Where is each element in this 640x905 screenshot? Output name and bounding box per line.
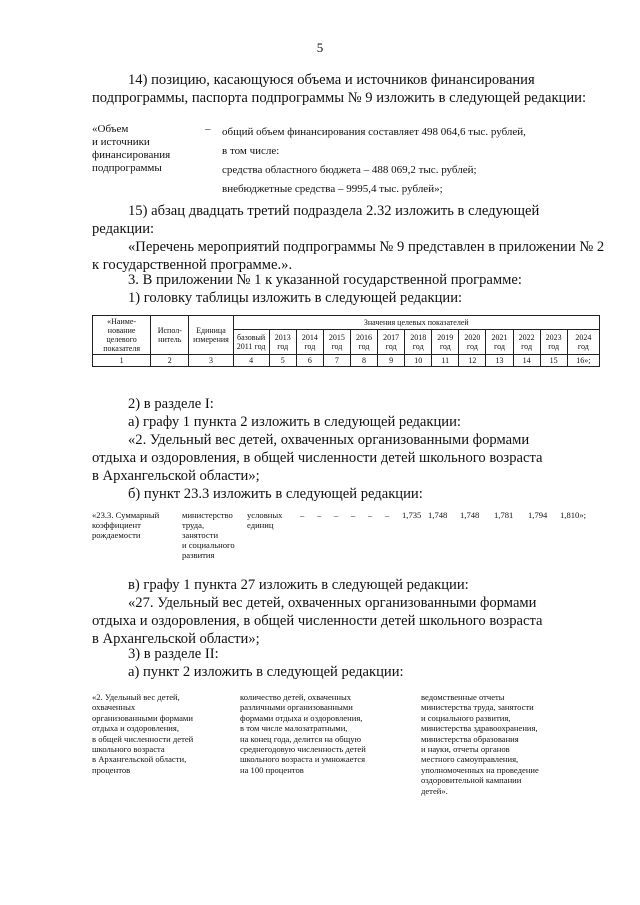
item15-quote1: «Перечень мероприятий подпрограммы № 9 представлен в приложении № 2 [128,239,605,255]
row2-line: процентов [92,764,131,775]
row233-dash: – [334,510,339,520]
row233-executor: министерство труда, занятости и социального развития [182,510,235,560]
page-number: 5 [316,40,324,55]
header-col-name: «Наиме- нование целевого показателя [93,316,151,355]
row2-line: отдыха и оздоровления, [92,723,180,734]
row233-value: 1,810»; [560,510,587,520]
row2-method [240,692,405,775]
header-col-number: 4 [233,355,269,367]
row2-name [92,692,232,775]
row233-unit: условных единиц [247,510,283,530]
row2-line: министерства труда, занятости [421,702,534,713]
section1b-quote-line1: «27. Удельный вес детей, охваченных организованными формами [128,595,537,611]
row2-line: уполномоченных на проведение [421,764,539,775]
header-col-number: 2 [151,355,189,367]
row2-line: формами отдыха и оздоровления, [240,712,363,723]
row2-line: на 100 процентов [240,764,304,775]
header-col-unit: Единица измерения [189,316,233,355]
header-year-2021: 2021 год [486,330,513,355]
header-col-number: 9 [378,355,405,367]
passport-values: общий объем финансирования составляет 498 064,6 тыс. рублей, в том числе: средства областного бюджета – 488 069,2 тыс. рублей; внебюджетные средства – 9995,4 тыс. рублей»; [222,126,526,195]
row2-line: среднегодовую численность детей [240,744,366,755]
row233-name: «23.3. Суммарный коэффициент рождаемости [92,510,160,540]
section1b-quote-line2: отдыха и оздоровления, в общей численности детей школьного возраста [92,613,543,629]
header-year-2017: 2017 год [378,330,405,355]
row233-value: 1,735 [402,510,422,520]
section1-item-a: а) графу 1 пункта 2 изложить в следующей редакции: [128,414,461,430]
row2-line: и науки, отчеты органов [421,744,510,755]
header-col-number: 7 [323,355,350,367]
item14-line1: 14) позицию, касающуюся объема и источников финансирования [128,72,535,88]
row233-dash: – [317,510,322,520]
row2-line: местного самоуправления, [421,754,519,765]
row2-line: детей». [421,785,448,796]
header-year-2022: 2022 год [513,330,540,355]
section3-heading: 3. В приложении № 1 к указанной государственной программе: [128,272,522,288]
section2-item-a: а) пункт 2 изложить в следующей редакции: [128,664,404,680]
section1-quote-line2: отдыха и оздоровления, в общей численности детей школьного возраста [92,450,543,466]
item15-line1: 15) абзац двадцать третий подраздела 2.32 изложить в следующей [128,203,540,219]
row2-line: министерства здравоохранения, [421,723,538,734]
row233-dash: – [385,510,390,520]
item15-line2: редакции: [92,221,155,237]
row233-value: 1,794 [528,510,548,520]
row2-line: школьного возраста [92,744,165,755]
header-year-2020: 2020 год [459,330,486,355]
row2-line: охваченных [92,702,136,713]
header-year-2019: 2019 год [432,330,459,355]
header-year-2024: 2024 год [567,330,599,355]
row233-value: 1,781 [494,510,514,520]
header-col-number: 8 [350,355,377,367]
row233-dash: – [368,510,373,520]
row2-line: различными организованными [240,702,353,713]
passport-dash: – [205,123,211,135]
header-year-2013: 2013 год [269,330,296,355]
row2-line: в том числе малозатратными, [240,723,348,734]
row2-source [421,692,596,796]
header-col-number: 11 [432,355,459,367]
header-year-2016: 2016 год [350,330,377,355]
header-col-executor: Испол- нитель [151,316,189,355]
row233-dash: – [351,510,356,520]
header-col-number: 14 [513,355,540,367]
header-col-number: 6 [296,355,323,367]
section1-quote-line3: в Архангельской области»; [92,468,260,484]
row2-line: организованными формами [92,712,193,723]
header-col-number: 3 [189,355,233,367]
section1-quote-line1: «2. Удельный вес детей, охваченных организованными формами [128,432,530,448]
row2-line: «2. Удельный вес детей, [92,692,180,702]
row2-line: в Архангельской области, [92,754,187,765]
row233-value: 1,748 [460,510,480,520]
row2-line: министерства образования [421,733,519,744]
header-year-2018: 2018 год [405,330,432,355]
header-col-number: 1 [93,355,151,367]
section1-heading: 2) в разделе I: [128,396,214,412]
passport-label: «Объем и источники финансирования подпрограммы [92,123,171,174]
header-col-number: 10 [405,355,432,367]
section1b-quote-line3: в Архангельской области»; [92,631,260,647]
item15-quote2: к государственной программе.». [92,257,293,273]
row2-line: на конец года, делится на общую [240,733,362,744]
header-year-2014: 2014 год [296,330,323,355]
section1-item-b: б) пункт 23.3 изложить в следующей редакции: [128,486,423,502]
section1-item-v: в) графу 1 пункта 27 изложить в следующей редакции: [128,577,469,593]
header-col-number: 13 [486,355,513,367]
row2-line: школьного возраста и умножается [240,754,366,765]
header-col-number: 12 [459,355,486,367]
header-col-number: 5 [269,355,296,367]
row2-line: и социального развития, [421,712,511,723]
header-group-values: Значения целевых показателей [233,316,599,330]
header-col-number: 16»; [567,355,599,367]
row2-line: в общей численности детей [92,733,194,744]
header-year-2015: 2015 год [323,330,350,355]
row233-value: 1,748 [428,510,448,520]
header-col-number: 15 [540,355,567,367]
section2-heading: 3) в разделе II: [128,646,219,662]
row2-line: количество детей, охваченных [240,692,352,702]
item14-line2: подпрограммы, паспорта подпрограммы № 9 изложить в следующей редакции: [92,90,587,106]
row2-line: ведомственные отчеты [421,692,505,702]
header-year-2023: 2023 год [540,330,567,355]
section3-item1: 1) головку таблицы изложить в следующей редакции: [128,290,463,306]
header-base-year: базовый 2011 год [233,330,269,355]
row2-line: оздоровительной кампании [421,775,522,786]
row233-dash: – [300,510,305,520]
indicator-header-table [92,315,600,367]
